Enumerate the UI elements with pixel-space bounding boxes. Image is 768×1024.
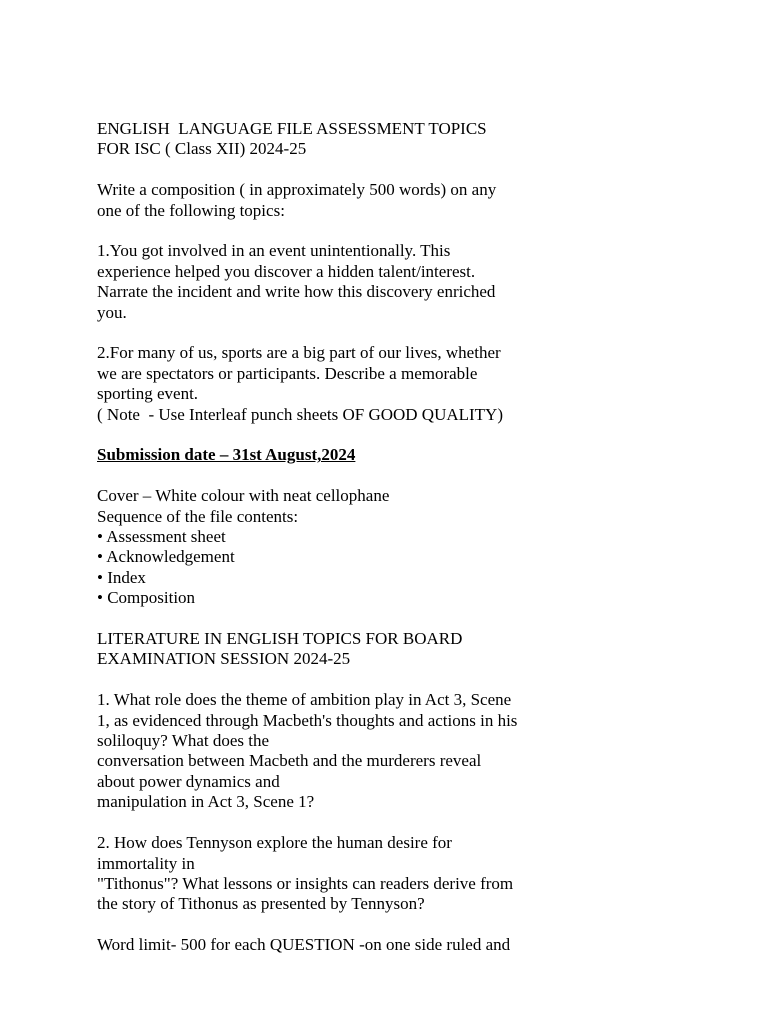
list-item: • Composition <box>97 588 196 608</box>
spacer <box>97 813 577 833</box>
spacer <box>97 915 577 935</box>
document-page <box>97 119 577 956</box>
question-1-line: conversation between Macbeth and the murderers reveal <box>97 751 482 771</box>
spacer <box>97 160 577 180</box>
spacer <box>97 323 577 343</box>
word-limit-line: Word limit- 500 for each QUESTION -on one side ruled and <box>97 935 511 955</box>
literature-heading <box>97 629 577 670</box>
question-2-line: the story of Tithonus as presented by Tennyson? <box>97 894 425 914</box>
cover-instruction: Cover – White colour with neat cellophane <box>97 486 390 506</box>
topic-1-line: Narrate the incident and write how this discovery enriched <box>97 282 496 302</box>
list-item: • Assessment sheet <box>97 527 226 547</box>
heading-line: ENGLISH LANGUAGE FILE ASSESSMENT TOPICS <box>97 119 487 138</box>
lit-heading-line: LITERATURE IN ENGLISH TOPICS FOR BOARD <box>97 629 463 649</box>
sequence-label: Sequence of the file contents: <box>97 506 299 526</box>
heading-line: FOR ISC ( Class XII) 2024-25 <box>97 139 307 159</box>
question-1-line: 1, as evidenced through Macbeth's thoughts and actions in his <box>97 710 518 730</box>
list-item: • Acknowledgement <box>97 547 235 567</box>
question-2-line: "Tithonus"? What lessons or insights can readers derive from <box>97 873 514 893</box>
topic-2-line: we are spectators or participants. Describe a memorable <box>97 363 478 383</box>
question-2-line: 2. How does Tennyson explore the human desire for <box>97 833 452 853</box>
topic-1-line: experience helped you discover a hidden talent/interest. <box>97 261 476 281</box>
intro-line: one of the following topics: <box>97 200 285 220</box>
topic-2-line: 2.For many of us, sports are a big part of our lives, whether <box>97 343 501 363</box>
submission-date: Submission date – 31st August,2024 <box>97 445 356 465</box>
lit-heading-line: EXAMINATION SESSION 2024-25 <box>97 649 351 669</box>
topic-2-line: sporting event. <box>97 384 199 404</box>
sequence-list <box>97 527 577 609</box>
question-1-line: soliloquy? What does the <box>97 731 270 751</box>
topic-2 <box>97 343 577 404</box>
spacer <box>97 609 577 629</box>
spacer <box>97 425 577 445</box>
topic-1-line: 1.You got involved in an event unintentionally. This <box>97 241 451 261</box>
question-1 <box>97 690 577 812</box>
intro-paragraph <box>97 180 577 221</box>
topic-1-line: you. <box>97 302 127 322</box>
spacer <box>97 221 577 241</box>
question-1-line: manipulation in Act 3, Scene 1? <box>97 792 315 812</box>
spacer <box>97 466 577 486</box>
intro-line: Write a composition ( in approximately 500 words) on any <box>97 180 497 200</box>
assessment-heading <box>97 119 577 160</box>
list-item: • Index <box>97 567 146 587</box>
spacer <box>97 670 577 690</box>
question-1-line: about power dynamics and <box>97 771 280 791</box>
question-2-line: immortality in <box>97 853 195 873</box>
note-line: ( Note - Use Interleaf punch sheets OF GOOD QUALITY) <box>97 404 503 424</box>
question-1-line: 1. What role does the theme of ambition play in Act 3, Scene <box>97 690 512 710</box>
topic-1 <box>97 241 577 323</box>
question-2 <box>97 833 577 915</box>
